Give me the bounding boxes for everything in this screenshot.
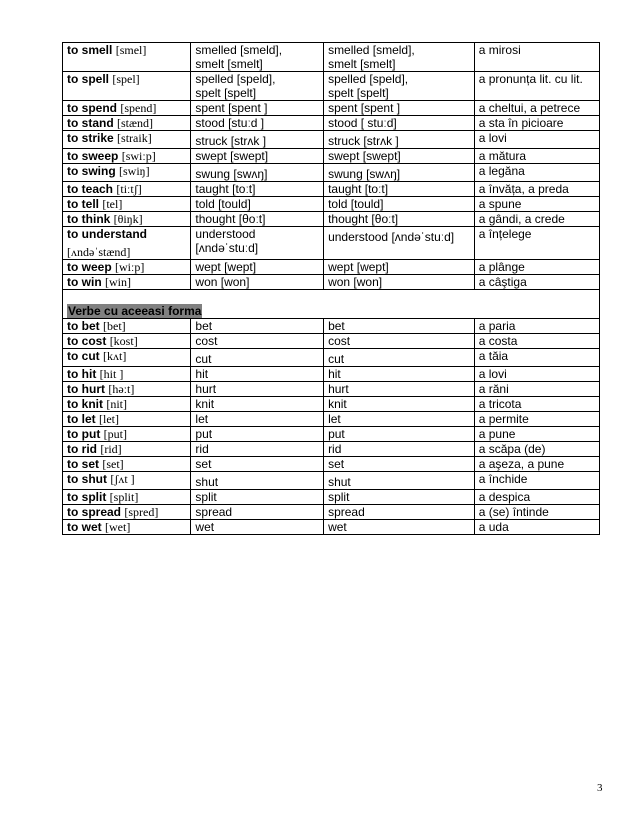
table-row bbox=[63, 164, 600, 182]
infinitive-text: to understand bbox=[67, 227, 147, 241]
infinitive-ipa: [kʌt] bbox=[103, 349, 127, 363]
infinitive-cell bbox=[63, 382, 191, 397]
infinitive-cell bbox=[63, 412, 191, 427]
infinitive-ipa: [bet] bbox=[103, 319, 126, 333]
past-participle-text: split bbox=[328, 490, 350, 504]
past-tense-text: swung [swʌŋ] bbox=[195, 167, 268, 181]
section-title: Verbe cu aceeasi forma bbox=[68, 304, 202, 318]
past-tense-text: spelt [spelt] bbox=[195, 86, 257, 100]
past-participle-cell bbox=[324, 164, 475, 182]
past-participle-text: swept [swept] bbox=[328, 149, 401, 163]
meaning-cell bbox=[474, 43, 599, 72]
past-tense-cell bbox=[191, 131, 324, 149]
table-row bbox=[63, 412, 600, 427]
verbs-table-body-irregular bbox=[63, 43, 600, 290]
table-row bbox=[63, 260, 600, 275]
infinitive-text: to cut bbox=[67, 349, 100, 363]
meaning-cell bbox=[474, 319, 599, 334]
past-participle-text: shut bbox=[328, 475, 351, 489]
past-participle-text: swung [swʌŋ] bbox=[328, 167, 401, 181]
infinitive-ipa: [let] bbox=[99, 412, 120, 426]
past-tense-text: split bbox=[195, 490, 217, 504]
past-tense-text: put bbox=[195, 427, 213, 441]
meaning-text: a închide bbox=[478, 472, 528, 486]
past-participle-text: cut bbox=[328, 352, 345, 366]
past-tense-cell bbox=[191, 275, 324, 290]
past-participle-text: smelt [smelt] bbox=[328, 57, 396, 71]
infinitive-text: to cost bbox=[67, 334, 107, 348]
infinitive-text: to let bbox=[67, 412, 96, 426]
past-participle-text: rid bbox=[328, 442, 342, 456]
past-tense-cell bbox=[191, 212, 324, 227]
infinitive-cell bbox=[63, 197, 191, 212]
infinitive-cell bbox=[63, 427, 191, 442]
table-row bbox=[63, 212, 600, 227]
past-participle-text: told [tould] bbox=[328, 197, 384, 211]
infinitive-cell bbox=[63, 72, 191, 101]
infinitive-ipa: [spel] bbox=[112, 72, 140, 86]
table-row bbox=[63, 397, 600, 412]
meaning-cell bbox=[474, 212, 599, 227]
meaning-text: a scăpa (de) bbox=[478, 442, 546, 456]
past-participle-text: struck [strʌk ] bbox=[328, 134, 399, 148]
past-tense-text: hit bbox=[195, 367, 209, 381]
table-row bbox=[63, 319, 600, 334]
verbs-table-body-same-form bbox=[63, 319, 600, 535]
infinitive-text: to wet bbox=[67, 520, 102, 534]
past-participle-cell bbox=[324, 43, 475, 72]
infinitive-cell bbox=[63, 275, 191, 290]
past-tense-text: wet bbox=[195, 520, 215, 534]
table-row bbox=[63, 72, 600, 101]
infinitive-cell bbox=[63, 457, 191, 472]
meaning-text: a despica bbox=[478, 490, 531, 504]
past-participle-cell bbox=[324, 505, 475, 520]
past-tense-cell bbox=[191, 72, 324, 101]
meaning-cell bbox=[474, 412, 599, 427]
infinitive-text: to hurt bbox=[67, 382, 105, 396]
infinitive-ipa: [θiŋk] bbox=[113, 212, 143, 226]
past-tense-cell bbox=[191, 197, 324, 212]
past-tense-text: spent [spent ] bbox=[195, 101, 268, 115]
meaning-text: a câştiga bbox=[478, 275, 527, 289]
section-header-row bbox=[63, 290, 600, 319]
table-row bbox=[63, 520, 600, 535]
infinitive-ipa: [ʌndəˈstænd] bbox=[67, 245, 131, 259]
meaning-text: a legăna bbox=[478, 164, 525, 178]
infinitive-ipa: [spend] bbox=[120, 101, 157, 115]
meaning-cell bbox=[474, 457, 599, 472]
infinitive-cell bbox=[63, 505, 191, 520]
infinitive-text: to set bbox=[67, 457, 100, 471]
infinitive-text: to win bbox=[67, 275, 102, 289]
table-row bbox=[63, 131, 600, 149]
past-participle-cell bbox=[324, 334, 475, 349]
past-participle-text: taught [toːt] bbox=[328, 182, 389, 196]
past-tense-text: smelled [smeld], bbox=[195, 43, 283, 57]
infinitive-ipa: [put] bbox=[103, 427, 127, 441]
past-participle-cell bbox=[324, 490, 475, 505]
past-tense-cell bbox=[191, 382, 324, 397]
meaning-text: a mătura bbox=[478, 149, 527, 163]
table-row bbox=[63, 472, 600, 490]
past-participle-text: won [won] bbox=[328, 275, 383, 289]
infinitive-ipa: [rid] bbox=[100, 442, 122, 456]
meaning-text: a învăța, a preda bbox=[478, 182, 569, 196]
past-participle-text: spread bbox=[328, 505, 365, 519]
infinitive-ipa: [həːt] bbox=[108, 382, 135, 396]
infinitive-text: to stand bbox=[67, 116, 114, 130]
past-tense-text: taught [toːt] bbox=[195, 182, 256, 196]
infinitive-ipa: [set] bbox=[102, 457, 124, 471]
meaning-cell bbox=[474, 116, 599, 131]
past-tense-cell bbox=[191, 101, 324, 116]
infinitive-cell bbox=[63, 319, 191, 334]
table-row bbox=[63, 427, 600, 442]
past-tense-cell bbox=[191, 367, 324, 382]
infinitive-ipa: [tiːtʃ] bbox=[116, 182, 142, 196]
infinitive-text: to sweep bbox=[67, 149, 119, 163]
past-participle-cell bbox=[324, 260, 475, 275]
past-tense-cell bbox=[191, 182, 324, 197]
past-tense-text: swept [swept] bbox=[195, 149, 269, 163]
past-participle-text: let bbox=[328, 412, 341, 426]
infinitive-ipa: [wiːp] bbox=[115, 260, 145, 274]
meaning-text: a permite bbox=[478, 412, 529, 426]
infinitive-text: to knit bbox=[67, 397, 103, 411]
verbs-table bbox=[62, 42, 600, 535]
past-tense-cell bbox=[191, 349, 324, 367]
past-participle-cell bbox=[324, 131, 475, 149]
infinitive-cell bbox=[63, 397, 191, 412]
past-tense-cell bbox=[191, 520, 324, 535]
past-tense-text: struck [strʌk ] bbox=[195, 134, 267, 148]
past-tense-text: understood bbox=[195, 227, 256, 241]
past-participle-text: put bbox=[328, 427, 345, 441]
meaning-cell bbox=[474, 101, 599, 116]
meaning-text: a sta în picioare bbox=[478, 116, 564, 130]
past-participle-cell bbox=[324, 197, 475, 212]
infinitive-text: to spend bbox=[67, 101, 117, 115]
past-participle-cell bbox=[324, 367, 475, 382]
past-participle-text: knit bbox=[328, 397, 347, 411]
past-participle-text: hurt bbox=[328, 382, 349, 396]
past-participle-cell bbox=[324, 212, 475, 227]
infinitive-cell bbox=[63, 116, 191, 131]
past-participle-cell bbox=[324, 319, 475, 334]
past-tense-text: hurt bbox=[195, 382, 217, 396]
meaning-text: a mirosi bbox=[478, 43, 521, 57]
past-tense-text: rid bbox=[195, 442, 209, 456]
table-row bbox=[63, 334, 600, 349]
meaning-cell bbox=[474, 382, 599, 397]
meaning-cell bbox=[474, 367, 599, 382]
infinitive-cell bbox=[63, 442, 191, 457]
infinitive-ipa: [swiːp] bbox=[121, 149, 156, 163]
meaning-text: a pune bbox=[478, 427, 516, 441]
past-tense-text: wept [wept] bbox=[195, 260, 257, 274]
past-tense-text: won [won] bbox=[195, 275, 250, 289]
table-row bbox=[63, 349, 600, 367]
table-row bbox=[63, 275, 600, 290]
past-tense-cell bbox=[191, 164, 324, 182]
meaning-text: a tăia bbox=[478, 349, 509, 363]
meaning-cell bbox=[474, 131, 599, 149]
past-tense-text: [ʌndəˈstuːd] bbox=[195, 241, 259, 255]
past-tense-cell bbox=[191, 260, 324, 275]
past-tense-cell bbox=[191, 149, 324, 164]
past-participle-text: set bbox=[328, 457, 345, 471]
past-tense-text: spelled [speld], bbox=[195, 72, 276, 86]
infinitive-cell bbox=[63, 164, 191, 182]
meaning-text: a tricota bbox=[478, 397, 522, 411]
table-row bbox=[63, 442, 600, 457]
meaning-text: a aşeza, a pune bbox=[478, 457, 565, 471]
meaning-cell bbox=[474, 260, 599, 275]
past-tense-text: told [tould] bbox=[195, 197, 251, 211]
past-participle-cell bbox=[324, 227, 475, 260]
infinitive-text: to tell bbox=[67, 197, 99, 211]
table-row bbox=[63, 43, 600, 72]
past-tense-text: shut bbox=[195, 475, 219, 489]
infinitive-ipa: [split] bbox=[109, 490, 139, 504]
infinitive-ipa: [hit ] bbox=[99, 367, 124, 381]
meaning-text: a paria bbox=[478, 319, 516, 333]
meaning-text: a pronunța lit. cu lit. bbox=[478, 72, 583, 86]
meaning-cell bbox=[474, 149, 599, 164]
past-tense-cell bbox=[191, 319, 324, 334]
table-row bbox=[63, 197, 600, 212]
past-tense-cell bbox=[191, 334, 324, 349]
infinitive-ipa: [spred] bbox=[124, 505, 159, 519]
past-participle-text: wept [wept] bbox=[328, 260, 389, 274]
meaning-text: a răni bbox=[478, 382, 509, 396]
past-tense-cell bbox=[191, 490, 324, 505]
past-tense-cell bbox=[191, 472, 324, 490]
past-tense-cell bbox=[191, 43, 324, 72]
infinitive-cell bbox=[63, 212, 191, 227]
past-participle-text: cost bbox=[328, 334, 351, 348]
past-participle-cell bbox=[324, 520, 475, 535]
infinitive-text: to spread bbox=[67, 505, 122, 519]
infinitive-text: to swing bbox=[67, 164, 116, 178]
infinitive-ipa: [wet] bbox=[105, 520, 131, 534]
past-tense-text: cost bbox=[195, 334, 218, 348]
past-participle-cell bbox=[324, 182, 475, 197]
past-participle-cell bbox=[324, 275, 475, 290]
past-tense-cell bbox=[191, 457, 324, 472]
meaning-cell bbox=[474, 349, 599, 367]
past-participle-text: stood [ stuːd] bbox=[328, 116, 397, 130]
infinitive-text: to split bbox=[67, 490, 107, 504]
infinitive-text: to put bbox=[67, 427, 101, 441]
past-participle-text: spelled [speld], bbox=[328, 72, 409, 86]
past-tense-text: let bbox=[195, 412, 209, 426]
infinitive-text: to smell bbox=[67, 43, 113, 57]
past-tense-text: stood [stuːd ] bbox=[195, 116, 265, 130]
meaning-text: a cheltui, a petrece bbox=[478, 101, 581, 115]
table-row bbox=[63, 382, 600, 397]
infinitive-text: to hit bbox=[67, 367, 97, 381]
past-participle-text: understood [ʌndəˈstuːd] bbox=[328, 230, 455, 244]
infinitive-ipa: [kost] bbox=[109, 334, 138, 348]
past-participle-text: spelt [spelt] bbox=[328, 86, 389, 100]
section-header-cell bbox=[63, 290, 600, 319]
infinitive-cell bbox=[63, 131, 191, 149]
past-tense-text: spread bbox=[195, 505, 233, 519]
infinitive-ipa: [swiŋ] bbox=[119, 164, 150, 178]
past-tense-text: knit bbox=[195, 397, 215, 411]
meaning-cell bbox=[474, 72, 599, 101]
meaning-cell bbox=[474, 397, 599, 412]
table-row bbox=[63, 505, 600, 520]
meaning-cell bbox=[474, 505, 599, 520]
infinitive-cell bbox=[63, 490, 191, 505]
infinitive-cell bbox=[63, 43, 191, 72]
past-participle-cell bbox=[324, 457, 475, 472]
meaning-text: a uda bbox=[478, 520, 509, 534]
past-tense-cell bbox=[191, 397, 324, 412]
infinitive-text: to teach bbox=[67, 182, 114, 196]
meaning-text: a lovi bbox=[478, 131, 507, 145]
past-tense-cell bbox=[191, 412, 324, 427]
meaning-cell bbox=[474, 334, 599, 349]
infinitive-ipa: [nit] bbox=[106, 397, 128, 411]
meaning-text: a costa bbox=[478, 334, 518, 348]
table-row bbox=[63, 227, 600, 260]
past-participle-text: hit bbox=[328, 367, 341, 381]
infinitive-cell bbox=[63, 227, 191, 260]
meaning-cell bbox=[474, 164, 599, 182]
meaning-text: a gândi, a crede bbox=[478, 212, 565, 226]
past-tense-cell bbox=[191, 116, 324, 131]
past-tense-text: bet bbox=[195, 319, 213, 333]
table-row bbox=[63, 116, 600, 131]
past-participle-text: thought [θoːt] bbox=[328, 212, 399, 226]
table-row bbox=[63, 149, 600, 164]
infinitive-ipa: [stænd] bbox=[117, 116, 154, 130]
page-number: 3 bbox=[597, 782, 603, 794]
past-participle-text: bet bbox=[328, 319, 345, 333]
infinitive-text: to strike bbox=[67, 131, 114, 145]
past-participle-cell bbox=[324, 412, 475, 427]
past-tense-cell bbox=[191, 227, 324, 260]
past-participle-cell bbox=[324, 397, 475, 412]
meaning-cell bbox=[474, 472, 599, 490]
meaning-text: a (se) întinde bbox=[478, 505, 549, 519]
infinitive-text: to rid bbox=[67, 442, 97, 456]
infinitive-ipa: [win] bbox=[105, 275, 132, 289]
infinitive-text: to weep bbox=[67, 260, 112, 274]
infinitive-ipa: [ʃʌt ] bbox=[110, 472, 135, 486]
past-participle-cell bbox=[324, 72, 475, 101]
past-tense-text: cut bbox=[195, 352, 212, 366]
infinitive-cell bbox=[63, 367, 191, 382]
meaning-cell bbox=[474, 227, 599, 260]
table-row bbox=[63, 457, 600, 472]
meaning-cell bbox=[474, 442, 599, 457]
meaning-cell bbox=[474, 275, 599, 290]
meaning-cell bbox=[474, 197, 599, 212]
past-tense-cell bbox=[191, 442, 324, 457]
past-participle-cell bbox=[324, 442, 475, 457]
past-participle-cell bbox=[324, 101, 475, 116]
past-participle-text: smelled [smeld], bbox=[328, 43, 415, 57]
meaning-cell bbox=[474, 182, 599, 197]
past-tense-text: thought [θoːt] bbox=[195, 212, 266, 226]
past-participle-cell bbox=[324, 349, 475, 367]
past-participle-cell bbox=[324, 116, 475, 131]
meaning-cell bbox=[474, 490, 599, 505]
infinitive-text: to bet bbox=[67, 319, 100, 333]
past-participle-cell bbox=[324, 382, 475, 397]
meaning-cell bbox=[474, 427, 599, 442]
infinitive-ipa: [straik] bbox=[117, 131, 152, 145]
meaning-cell bbox=[474, 520, 599, 535]
infinitive-cell bbox=[63, 101, 191, 116]
infinitive-ipa: [smel] bbox=[115, 43, 147, 57]
meaning-text: a înțelege bbox=[478, 227, 532, 241]
infinitive-text: to spell bbox=[67, 72, 110, 86]
past-tense-text: set bbox=[195, 457, 212, 471]
meaning-text: a plânge bbox=[478, 260, 525, 274]
meaning-text: a spune bbox=[478, 197, 522, 211]
infinitive-cell bbox=[63, 520, 191, 535]
past-participle-text: spent [spent ] bbox=[328, 101, 401, 115]
table-row bbox=[63, 182, 600, 197]
table-row bbox=[63, 490, 600, 505]
table-row bbox=[63, 367, 600, 382]
past-participle-text: wet bbox=[328, 520, 347, 534]
past-tense-text: smelt [smelt] bbox=[195, 57, 263, 71]
infinitive-cell bbox=[63, 349, 191, 367]
infinitive-cell bbox=[63, 260, 191, 275]
meaning-text: a lovi bbox=[478, 367, 507, 381]
past-participle-cell bbox=[324, 149, 475, 164]
table-row bbox=[63, 101, 600, 116]
past-participle-cell bbox=[324, 472, 475, 490]
infinitive-ipa: [tel] bbox=[102, 197, 123, 211]
past-participle-cell bbox=[324, 427, 475, 442]
past-tense-cell bbox=[191, 505, 324, 520]
infinitive-text: to shut bbox=[67, 472, 107, 486]
infinitive-cell bbox=[63, 149, 191, 164]
past-tense-cell bbox=[191, 427, 324, 442]
infinitive-cell bbox=[63, 472, 191, 490]
infinitive-text: to think bbox=[67, 212, 111, 226]
section-header-body bbox=[63, 290, 600, 319]
infinitive-cell bbox=[63, 334, 191, 349]
infinitive-cell bbox=[63, 182, 191, 197]
